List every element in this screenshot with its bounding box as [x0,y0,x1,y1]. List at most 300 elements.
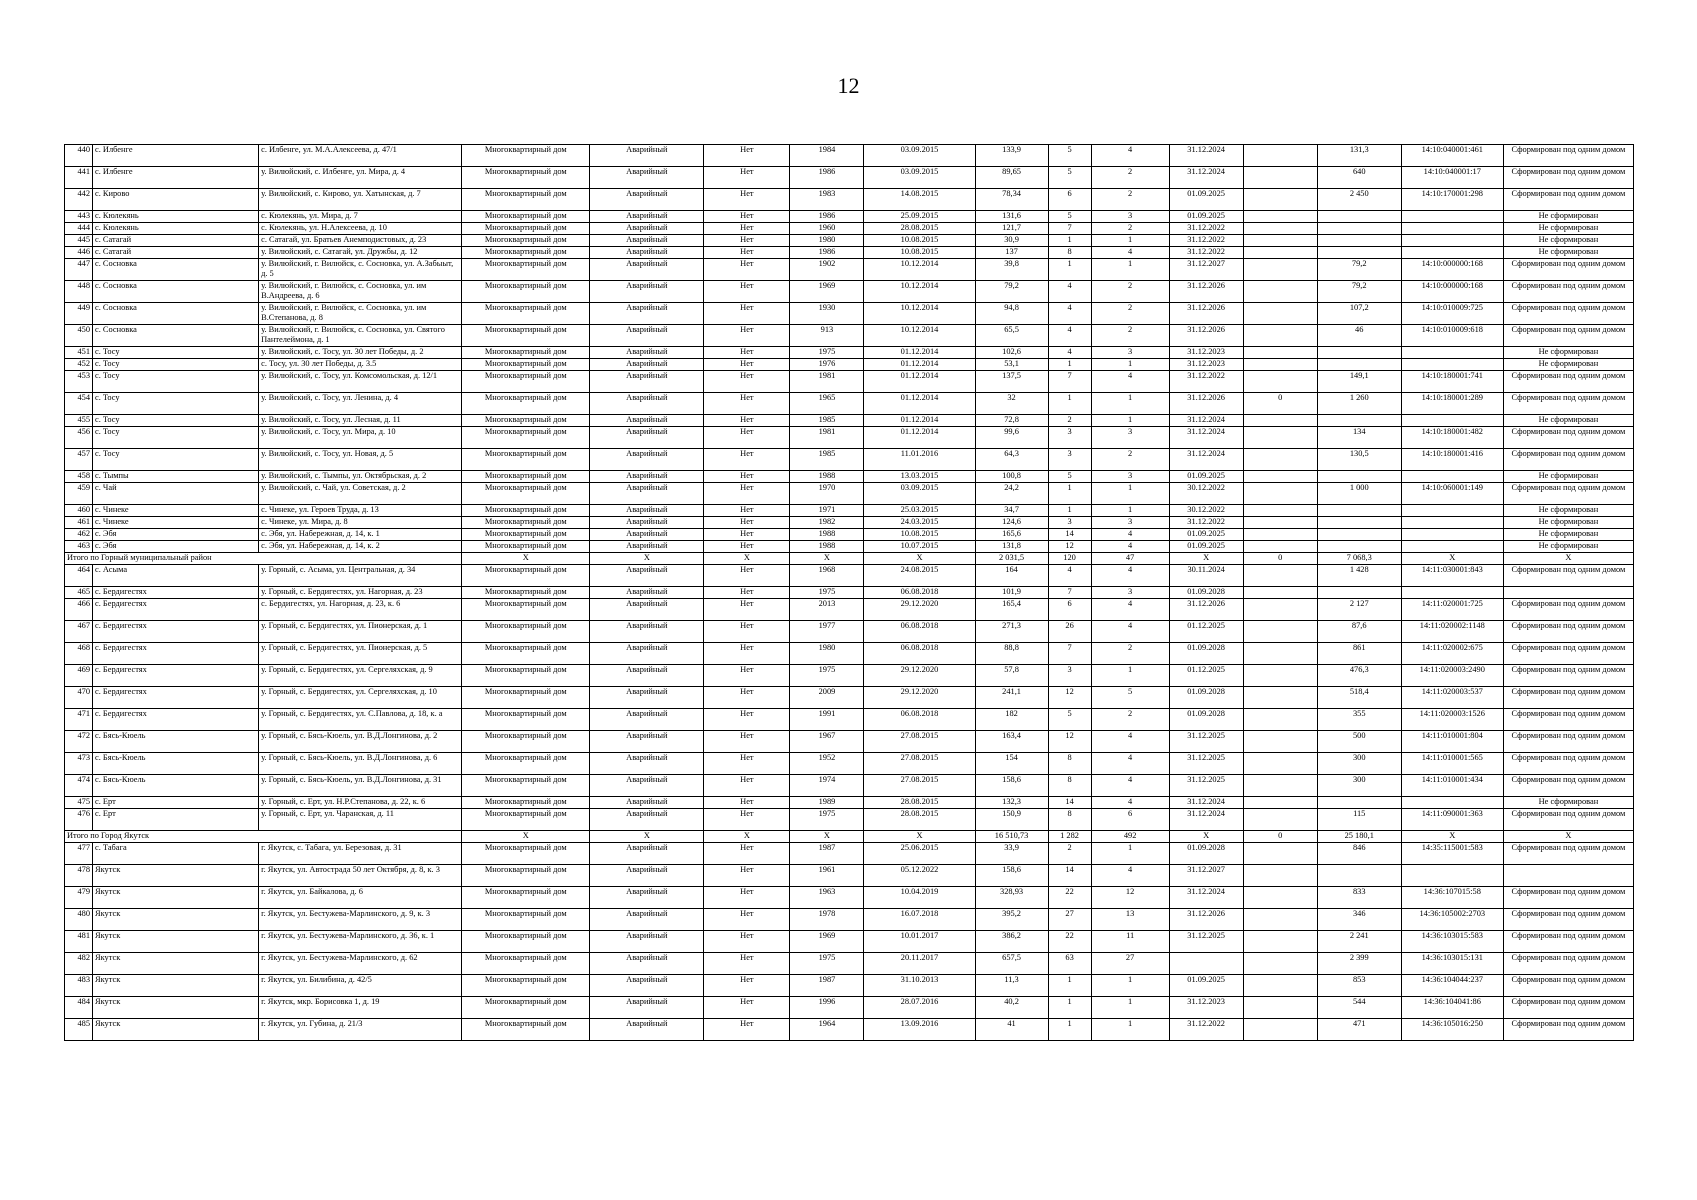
table-row [65,687,1634,709]
cell-planned-date: 31.12.2026 [1169,281,1243,303]
cell-land-status: Сформирован под одним домом [1503,931,1633,953]
cell-flag: Нет [704,975,790,997]
cell-build-year: 1975 [790,809,864,831]
cell-address: у. Вилюйский, с. Тосу, ул. Комсомольская, д. 12/1 [259,371,462,393]
cell-planned-date: 30.11.2024 [1169,565,1243,587]
cell-planned-date: 31.12.2023 [1169,347,1243,359]
cell-extra [1243,953,1317,975]
cell-planned-date: 31.12.2026 [1169,393,1243,415]
cell-locality: с. Бердигестях [93,621,259,643]
cell-land-status: Не сформирован [1503,797,1633,809]
cell-locality: с. Сосновка [93,281,259,303]
cell-recognition-date: 10.12.2014 [864,259,975,281]
cell-flag: Нет [704,471,790,483]
cell-flag: Нет [704,529,790,541]
cell-extra [1243,887,1317,909]
cell-condition: Аварийный [590,753,704,775]
cell-build-year: 1969 [790,931,864,953]
cell-flats: 3 [1091,427,1169,449]
cell-flats: 2 [1091,189,1169,211]
cell-land-area: 518,4 [1317,687,1401,709]
cell-area: 164 [975,565,1048,587]
cell-cadastral-number: 14:10:180001:416 [1401,449,1503,471]
cell-planned-date: 31.12.2027 [1169,865,1243,887]
cell-area: 163,4 [975,731,1048,753]
cell-planned-date: 31.12.2025 [1169,775,1243,797]
cell-build-year: 1976 [790,359,864,371]
table-row [65,223,1634,235]
cell-flag: Нет [704,517,790,529]
cell-land-status: Сформирован под одним домом [1503,393,1633,415]
cell-flats: 2 [1091,303,1169,325]
cell-build-year: 1964 [790,1019,864,1041]
cell-residents: 27 [1048,909,1091,931]
cell-area: 33,9 [975,843,1048,865]
cell-build-year: 913 [790,325,864,347]
cell-residents: 8 [1048,247,1091,259]
cell-build-year: 1975 [790,953,864,975]
table-row [65,753,1634,775]
cell-cadastral-number [1401,415,1503,427]
cell-building-type: Многоквартирный дом [462,449,590,471]
table-row [65,775,1634,797]
cell-flag: Нет [704,325,790,347]
cell-residents: 1 [1048,1019,1091,1041]
cell-land-status: Сформирован под одним домом [1503,909,1633,931]
cell-extra [1243,797,1317,809]
table-row [65,325,1634,347]
table-row [65,517,1634,529]
cell-address: у. Вилюйский, с. Чай, ул. Советская, д. 2 [259,483,462,505]
cell-build-year: 1988 [790,471,864,483]
cell-flats: 12 [1091,887,1169,909]
cell-land-status: Не сформирован [1503,471,1633,483]
cell-planned-date: 01.09.2025 [1169,529,1243,541]
cell-address: г. Якутск, мкр. Борисовка 1, д. 19 [259,997,462,1019]
cell-condition: Аварийный [590,223,704,235]
cell-residents: 8 [1048,753,1091,775]
cell-flats: 2 [1091,167,1169,189]
cell-residents: 12 [1048,687,1091,709]
cell-cadastral-number: 14:10:060001:149 [1401,483,1503,505]
cell-cadastral-number [1401,347,1503,359]
cell-planned-date: 01.09.2028 [1169,843,1243,865]
cell-address: у. Горный, с. Бясь-Кюель, ул. В.Д.Лонгинова, д. 2 [259,731,462,753]
cell-address: у. Горный, с. Бердигестях, ул. Нагорная, д. 23 [259,587,462,599]
cell-residents: 6 [1048,189,1091,211]
cell-condition: Аварийный [590,843,704,865]
cell-address: г. Якутск, ул. Губина, д. 21/3 [259,1019,462,1041]
cell-land-area: 2 127 [1317,599,1401,621]
cell-residents: 14 [1048,865,1091,887]
cell-extra [1243,359,1317,371]
cell-flag: Нет [704,843,790,865]
total-build-year: X [790,553,864,565]
cell-area: 30,9 [975,235,1048,247]
cell-land-status: Сформирован под одним домом [1503,325,1633,347]
cell-building-type: Многоквартирный дом [462,599,590,621]
cell-residents: 5 [1048,709,1091,731]
cell-flag: Нет [704,565,790,587]
total-row [65,553,1634,565]
cell-planned-date: 31.12.2022 [1169,517,1243,529]
cell-recognition-date: 28.08.2015 [864,809,975,831]
cell-cadastral-number: 14:36:107015:58 [1401,887,1503,909]
cell-area: 137,5 [975,371,1048,393]
table-body [65,145,1634,1041]
cell-flag: Нет [704,303,790,325]
cell-planned-date: 01.09.2025 [1169,975,1243,997]
cell-flag: Нет [704,643,790,665]
cell-locality: с. Тымпы [93,471,259,483]
cell-flats: 3 [1091,517,1169,529]
cell-residents: 14 [1048,797,1091,809]
cell-extra [1243,865,1317,887]
cell-planned-date: 31.12.2026 [1169,909,1243,931]
cell-flats: 1 [1091,975,1169,997]
cell-extra [1243,145,1317,167]
cell-row-number: 473 [65,753,93,775]
total-building-type: X [462,831,590,843]
cell-build-year: 1986 [790,211,864,223]
cell-building-type: Многоквартирный дом [462,483,590,505]
cell-land-area [1317,359,1401,371]
cell-flag: Нет [704,687,790,709]
cell-planned-date: 01.09.2025 [1169,189,1243,211]
cell-planned-date: 31.12.2023 [1169,359,1243,371]
cell-recognition-date: 13.03.2015 [864,471,975,483]
cell-planned-date: 31.12.2026 [1169,599,1243,621]
cell-land-status: Сформирован под одним домом [1503,887,1633,909]
cell-extra [1243,223,1317,235]
cell-residents: 4 [1048,325,1091,347]
cell-locality: с. Сосновка [93,303,259,325]
cell-cadastral-number: 14:10:000000:168 [1401,281,1503,303]
cell-area: 124,6 [975,517,1048,529]
cell-planned-date: 01.09.2028 [1169,643,1243,665]
table-row [65,529,1634,541]
cell-cadastral-number: 14:35:115001:583 [1401,843,1503,865]
cell-condition: Аварийный [590,347,704,359]
cell-area: 72,8 [975,415,1048,427]
cell-residents: 4 [1048,281,1091,303]
cell-flag: Нет [704,887,790,909]
cell-build-year: 2013 [790,599,864,621]
cell-build-year: 1902 [790,259,864,281]
cell-row-number: 455 [65,415,93,427]
cell-building-type: Многоквартирный дом [462,587,590,599]
cell-planned-date: 31.12.2024 [1169,809,1243,831]
cell-condition: Аварийный [590,371,704,393]
cell-cadastral-number: 14:11:010001:565 [1401,753,1503,775]
cell-cadastral-number [1401,211,1503,223]
cell-building-type: Многоквартирный дом [462,797,590,809]
cell-building-type: Многоквартирный дом [462,621,590,643]
cell-condition: Аварийный [590,167,704,189]
cell-land-area: 115 [1317,809,1401,831]
cell-flag: Нет [704,415,790,427]
table-row [65,303,1634,325]
cell-condition: Аварийный [590,483,704,505]
cell-cadastral-number: 14:10:180001:741 [1401,371,1503,393]
cell-flats: 4 [1091,529,1169,541]
cell-condition: Аварийный [590,471,704,483]
cell-condition: Аварийный [590,643,704,665]
cell-cadastral-number [1401,529,1503,541]
cell-flag: Нет [704,809,790,831]
cell-land-status: Сформирован под одним домом [1503,483,1633,505]
cell-area: 100,8 [975,471,1048,483]
cell-residents: 12 [1048,541,1091,553]
cell-row-number: 483 [65,975,93,997]
cell-condition: Аварийный [590,145,704,167]
cell-flag: Нет [704,427,790,449]
cell-build-year: 1975 [790,347,864,359]
total-label: Итого по Горный муниципальный район [65,553,462,565]
cell-residents: 12 [1048,731,1091,753]
cell-planned-date: 31.12.2024 [1169,797,1243,809]
cell-build-year: 1977 [790,621,864,643]
cell-building-type: Многоквартирный дом [462,167,590,189]
cell-flag: Нет [704,371,790,393]
cell-area: 657,5 [975,953,1048,975]
table-row [65,643,1634,665]
cell-land-area [1317,587,1401,599]
cell-address: у. Горный, с. Бясь-Кюель, ул. В.Д.Лонгинова, д. 31 [259,775,462,797]
cell-build-year: 1983 [790,189,864,211]
cell-building-type: Многоквартирный дом [462,427,590,449]
cell-extra [1243,235,1317,247]
cell-cadastral-number [1401,359,1503,371]
cell-address: у. Горный, с. Бердигестях, ул. Пионерская, д. 5 [259,643,462,665]
cell-locality: с. Кюлекянь [93,211,259,223]
cell-building-type: Многоквартирный дом [462,887,590,909]
cell-land-area: 131,3 [1317,145,1401,167]
cell-flats: 1 [1091,483,1169,505]
cell-recognition-date: 28.07.2016 [864,997,975,1019]
total-condition: X [590,553,704,565]
cell-land-status [1503,587,1633,599]
cell-residents: 5 [1048,167,1091,189]
table-row [65,1019,1634,1041]
total-recognition-date: X [864,831,975,843]
cell-locality: с. Тосу [93,427,259,449]
cell-land-status: Не сформирован [1503,529,1633,541]
cell-locality: с. Бердигестях [93,665,259,687]
table-row [65,887,1634,909]
cell-building-type: Многоквартирный дом [462,247,590,259]
cell-area: 65,5 [975,325,1048,347]
cell-build-year: 1986 [790,247,864,259]
cell-address: у. Вилюйский, г. Вилюйск, с. Сосновка, ул. А.Забыыт, д. 5 [259,259,462,281]
total-planned-date: X [1169,553,1243,565]
cell-cadastral-number: 14:11:020003:537 [1401,687,1503,709]
cell-build-year: 1980 [790,235,864,247]
cell-area: 89,65 [975,167,1048,189]
cell-row-number: 470 [65,687,93,709]
cell-flag: Нет [704,359,790,371]
cell-building-type: Многоквартирный дом [462,997,590,1019]
cell-building-type: Многоквартирный дом [462,775,590,797]
cell-recognition-date: 29.12.2020 [864,687,975,709]
cell-cadastral-number: 14:11:020002:1148 [1401,621,1503,643]
cell-address: г. Якутск, с. Табага, ул. Березовая, д. 31 [259,843,462,865]
cell-extra [1243,909,1317,931]
cell-residents: 26 [1048,621,1091,643]
cell-flag: Нет [704,259,790,281]
cell-land-status: Не сформирован [1503,505,1633,517]
cell-row-number: 478 [65,865,93,887]
cell-area: 328,93 [975,887,1048,909]
cell-residents: 1 [1048,259,1091,281]
cell-locality: с. Эбя [93,529,259,541]
table-row [65,599,1634,621]
cell-flats: 1 [1091,359,1169,371]
cell-condition: Аварийный [590,887,704,909]
cell-building-type: Многоквартирный дом [462,259,590,281]
cell-flag: Нет [704,909,790,931]
cell-row-number: 461 [65,517,93,529]
cell-flag: Нет [704,753,790,775]
cell-cadastral-number [1401,587,1503,599]
cell-condition: Аварийный [590,541,704,553]
table-row [65,427,1634,449]
cell-address: у. Вилюйский, с. Тосу, ул. Ленина, д. 4 [259,393,462,415]
cell-locality: с. Бердигестях [93,687,259,709]
cell-land-status: Сформирован под одним домом [1503,975,1633,997]
cell-cadastral-number: 14:36:103015:583 [1401,931,1503,953]
cell-recognition-date: 01.12.2014 [864,393,975,415]
cell-residents: 2 [1048,843,1091,865]
cell-area: 158,6 [975,775,1048,797]
cell-recognition-date: 20.11.2017 [864,953,975,975]
cell-land-status: Сформирован под одним домом [1503,709,1633,731]
cell-cadastral-number: 14:11:020002:675 [1401,643,1503,665]
cell-recognition-date: 10.08.2015 [864,529,975,541]
cell-flag: Нет [704,775,790,797]
cell-flats: 5 [1091,687,1169,709]
cell-row-number: 462 [65,529,93,541]
table-row [65,167,1634,189]
cell-cadastral-number [1401,517,1503,529]
cell-recognition-date: 10.08.2015 [864,235,975,247]
cell-land-status: Сформирован под одним домом [1503,953,1633,975]
cell-planned-date: 31.12.2024 [1169,145,1243,167]
cell-land-area: 79,2 [1317,281,1401,303]
cell-flag: Нет [704,1019,790,1041]
total-cadastral-number: X [1401,831,1503,843]
cell-flats: 1 [1091,843,1169,865]
cell-condition: Аварийный [590,505,704,517]
cell-build-year: 1991 [790,709,864,731]
cell-extra [1243,303,1317,325]
cell-build-year: 1978 [790,909,864,931]
cell-extra [1243,505,1317,517]
cell-flats: 4 [1091,775,1169,797]
table-row [65,505,1634,517]
cell-recognition-date: 14.08.2015 [864,189,975,211]
cell-land-status: Сформирован под одним домом [1503,643,1633,665]
cell-row-number: 447 [65,259,93,281]
cell-address: у. Вилюйский, с. Кирово, ул. Хатынская, д. 7 [259,189,462,211]
cell-recognition-date: 10.12.2014 [864,325,975,347]
cell-extra [1243,541,1317,553]
cell-locality: с. Илбенге [93,145,259,167]
cell-land-status: Не сформирован [1503,359,1633,371]
cell-build-year: 1986 [790,167,864,189]
table-row [65,211,1634,223]
table-row [65,931,1634,953]
cell-building-type: Многоквартирный дом [462,223,590,235]
cell-locality: с. Тосу [93,359,259,371]
cell-address: с. Сатагай, ул. Братьев Анемподистовых, д. 23 [259,235,462,247]
cell-recognition-date: 29.12.2020 [864,599,975,621]
cell-extra [1243,809,1317,831]
cell-planned-date: 01.12.2025 [1169,665,1243,687]
cell-land-status: Не сформирован [1503,235,1633,247]
cell-land-area [1317,247,1401,259]
cell-planned-date: 31.12.2023 [1169,997,1243,1019]
cell-cadastral-number: 14:11:090001:363 [1401,809,1503,831]
cell-condition: Аварийный [590,1019,704,1041]
cell-flag: Нет [704,997,790,1019]
cell-condition: Аварийный [590,247,704,259]
cell-locality: с. Тосу [93,371,259,393]
cell-recognition-date: 10.08.2015 [864,247,975,259]
cell-flag: Нет [704,931,790,953]
cell-area: 101,9 [975,587,1048,599]
cell-extra [1243,371,1317,393]
cell-row-number: 465 [65,587,93,599]
cell-extra [1243,687,1317,709]
cell-cadastral-number: 14:11:010001:434 [1401,775,1503,797]
cell-locality: Якутск [93,975,259,997]
table-row [65,371,1634,393]
cell-building-type: Многоквартирный дом [462,541,590,553]
cell-locality: с. Тосу [93,393,259,415]
cell-condition: Аварийный [590,931,704,953]
cell-area: 40,2 [975,997,1048,1019]
total-residents: 120 [1048,553,1091,565]
cell-locality: с. Табага [93,843,259,865]
cell-residents: 22 [1048,887,1091,909]
cell-residents: 4 [1048,347,1091,359]
cell-cadastral-number [1401,797,1503,809]
cell-area: 154 [975,753,1048,775]
cell-residents: 4 [1048,565,1091,587]
cell-land-status: Сформирован под одним домом [1503,427,1633,449]
cell-land-status: Сформирован под одним домом [1503,599,1633,621]
cell-residents: 5 [1048,145,1091,167]
cell-residents: 6 [1048,599,1091,621]
cell-residents: 1 [1048,359,1091,371]
cell-locality: с. Ерт [93,809,259,831]
cell-area: 102,6 [975,347,1048,359]
cell-row-number: 449 [65,303,93,325]
cell-build-year: 1963 [790,887,864,909]
cell-build-year: 1975 [790,587,864,599]
cell-condition: Аварийный [590,687,704,709]
cell-locality: с. Асыма [93,565,259,587]
cell-area: 386,2 [975,931,1048,953]
cell-building-type: Многоквартирный дом [462,211,590,223]
cell-recognition-date: 11.01.2016 [864,449,975,471]
cell-row-number: 466 [65,599,93,621]
cell-building-type: Многоквартирный дом [462,753,590,775]
cell-flats: 4 [1091,541,1169,553]
cell-address: у. Горный, с. Бердигестях, ул. С.Павлова, д. 18, к. а [259,709,462,731]
cell-row-number: 474 [65,775,93,797]
